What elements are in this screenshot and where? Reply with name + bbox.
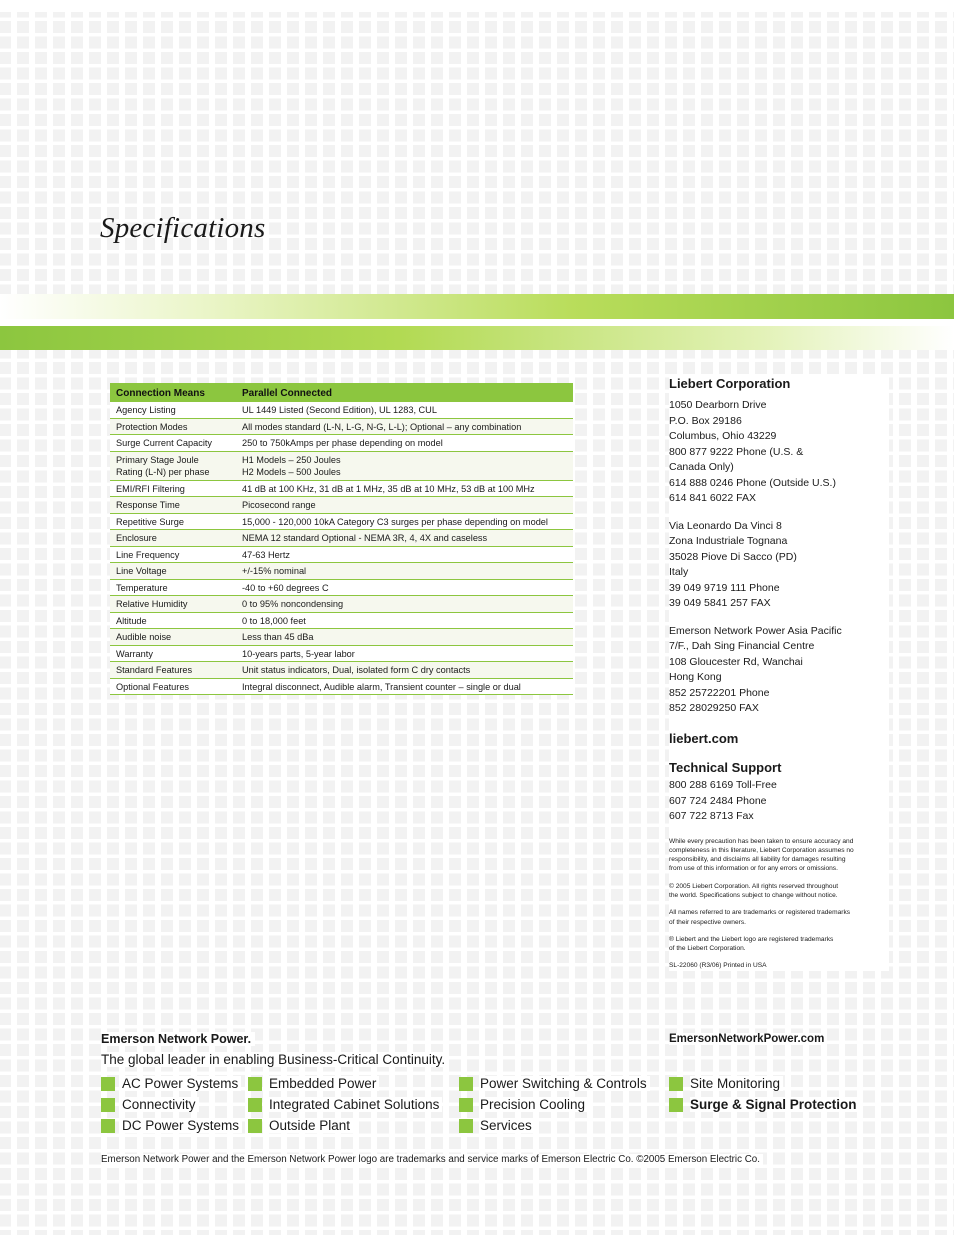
table-row bbox=[110, 530, 573, 547]
text-line: 607 722 8713 Fax bbox=[669, 810, 754, 822]
legal-disclaimer bbox=[669, 837, 889, 954]
legal-paragraph bbox=[669, 837, 889, 874]
legal-paragraph bbox=[669, 908, 889, 927]
text-line: Agency Listing bbox=[116, 405, 176, 415]
business-list-item bbox=[669, 1094, 860, 1115]
business-list-label: Embedded Power bbox=[269, 1076, 379, 1091]
table-header-parallel-connected: Parallel Connected bbox=[236, 383, 573, 402]
text-line: 7/F., Dah Sing Financial Centre bbox=[669, 640, 815, 652]
page-title: Specifications bbox=[100, 212, 266, 244]
spec-label bbox=[110, 629, 236, 646]
text-line: © 2005 Liebert Corporation. All rights reserved throughout bbox=[669, 882, 839, 890]
trademark-notice: Emerson Network Power and the Emerson Network Power logo are trademarks and service marks of Emerson Electric Co. ©2005 Emerson Electric Co. bbox=[101, 1154, 763, 1165]
spec-label bbox=[110, 546, 236, 563]
text-line: completeness in this literature, Liebert Corporation assumes no bbox=[669, 846, 854, 854]
text-line: 614 888 0246 Phone (Outside U.S.) bbox=[669, 476, 836, 489]
text-line: from use of this information or for any errors or omissions. bbox=[669, 865, 838, 873]
technical-support-heading: Technical Support bbox=[669, 760, 782, 775]
text-line: 35028 Piove Di Sacco (PD) bbox=[669, 550, 797, 563]
text-line: Relative Humidity bbox=[116, 599, 188, 609]
printed-in: Printed in USA bbox=[723, 962, 767, 970]
spec-value bbox=[236, 530, 573, 547]
band-separator bbox=[0, 319, 954, 326]
spec-value bbox=[236, 435, 573, 452]
contact-column bbox=[669, 376, 889, 971]
text-line: P.O. Box 29186 bbox=[669, 414, 742, 427]
text-line: 0 to 18,000 feet bbox=[242, 615, 306, 626]
top-margin bbox=[0, 0, 954, 12]
spec-label bbox=[110, 402, 236, 419]
spec-label bbox=[110, 435, 236, 452]
spec-label bbox=[110, 418, 236, 435]
spec-label bbox=[110, 662, 236, 679]
business-list-label: Connectivity bbox=[122, 1097, 199, 1112]
text-line: Audible noise bbox=[116, 632, 172, 642]
spec-label bbox=[110, 612, 236, 629]
business-list-column-2 bbox=[248, 1073, 442, 1136]
spec-value bbox=[236, 418, 573, 435]
business-list-label: AC Power Systems bbox=[122, 1076, 241, 1091]
table-row bbox=[110, 546, 573, 563]
text-line: 852 25722201 Phone bbox=[669, 686, 770, 699]
text-line: -40 to +60 degrees C bbox=[242, 582, 329, 593]
table-row bbox=[110, 596, 573, 613]
text-line: 800 288 6169 Toll-Free bbox=[669, 779, 777, 791]
green-square-bullet-icon bbox=[248, 1119, 262, 1133]
business-list-label: Integrated Cabinet Solutions bbox=[269, 1097, 442, 1112]
green-square-bullet-icon bbox=[669, 1098, 683, 1112]
text-line: Hong Kong bbox=[669, 671, 722, 683]
table-header-connection-means: Connection Means bbox=[110, 383, 236, 402]
text-line: Line Voltage bbox=[116, 566, 167, 576]
spec-value bbox=[236, 546, 573, 563]
text-line: Temperature bbox=[116, 582, 168, 593]
spec-value bbox=[236, 678, 573, 695]
text-line: Emerson Network Power Asia Pacific bbox=[669, 624, 842, 637]
green-square-bullet-icon bbox=[459, 1119, 473, 1133]
table-row bbox=[110, 678, 573, 695]
table-row bbox=[110, 402, 573, 419]
business-list-column-3 bbox=[459, 1073, 650, 1136]
spec-label bbox=[110, 678, 236, 695]
green-gradient-band-bottom bbox=[0, 326, 954, 350]
spec-label bbox=[110, 530, 236, 547]
italy-address bbox=[669, 519, 889, 612]
text-line: the world. Specifications subject to change without notice. bbox=[669, 891, 838, 899]
spec-value bbox=[236, 402, 573, 419]
text-line: NEMA 12 standard Optional - NEMA 3R, 4, 4X and caseless bbox=[242, 533, 488, 543]
table-row bbox=[110, 451, 573, 480]
green-square-bullet-icon bbox=[101, 1077, 115, 1091]
text-line: H1 Models – 250 Joules bbox=[242, 454, 341, 465]
text-line: H2 Models – 500 Joules bbox=[242, 467, 341, 477]
text-line: Standard Features bbox=[116, 665, 193, 675]
spec-label bbox=[110, 563, 236, 580]
emerson-brand-name: Emerson Network Power. bbox=[101, 1032, 255, 1046]
green-square-bullet-icon bbox=[459, 1098, 473, 1112]
text-line: Zona Industriale Tognana bbox=[669, 535, 788, 547]
spec-value bbox=[236, 451, 573, 480]
business-list-item bbox=[248, 1115, 442, 1136]
document-code: SL-22060 (R3/06) bbox=[669, 962, 722, 970]
table-row bbox=[110, 480, 573, 497]
text-line: 41 dB at 100 KHz, 31 dB at 1 MHz, 35 dB at 10 MHz, 53 dB at 100 MHz bbox=[242, 483, 535, 494]
text-line: EMI/RFI Filtering bbox=[116, 483, 185, 494]
spec-value bbox=[236, 629, 573, 646]
business-list-item bbox=[101, 1094, 242, 1115]
table-row bbox=[110, 629, 573, 646]
spec-value bbox=[236, 579, 573, 596]
table-row bbox=[110, 645, 573, 662]
spec-label bbox=[110, 596, 236, 613]
business-list-column-4 bbox=[669, 1073, 860, 1115]
spec-value bbox=[236, 596, 573, 613]
business-list-label: Precision Cooling bbox=[480, 1097, 588, 1112]
business-list-label: DC Power Systems bbox=[122, 1118, 242, 1133]
business-list-item bbox=[248, 1094, 442, 1115]
text-line: Canada Only) bbox=[669, 461, 734, 473]
table-row bbox=[110, 579, 573, 596]
table-row bbox=[110, 612, 573, 629]
spec-value bbox=[236, 513, 573, 530]
business-list-item bbox=[459, 1115, 650, 1136]
document-code-line bbox=[669, 961, 889, 970]
text-line: Via Leonardo Da Vinci 8 bbox=[669, 519, 782, 532]
spec-label bbox=[110, 497, 236, 514]
text-line: ® Liebert and the Liebert logo are registered trademarks bbox=[669, 935, 834, 943]
green-square-bullet-icon bbox=[669, 1077, 683, 1091]
business-list-item bbox=[101, 1073, 242, 1094]
table-row bbox=[110, 662, 573, 679]
text-line: 47-63 Hertz bbox=[242, 549, 291, 560]
spec-value bbox=[236, 612, 573, 629]
table-row bbox=[110, 435, 573, 452]
text-line: 39 049 5841 257 FAX bbox=[669, 597, 771, 609]
text-line: Picosecond range bbox=[242, 500, 316, 510]
text-line: Warranty bbox=[116, 648, 153, 659]
green-square-bullet-icon bbox=[248, 1098, 262, 1112]
text-line: 800 877 9222 Phone (U.S. & bbox=[669, 445, 804, 458]
table-row bbox=[110, 497, 573, 514]
text-line: Line Frequency bbox=[116, 549, 180, 560]
business-list-item bbox=[459, 1073, 650, 1094]
text-line: Integral disconnect, Audible alarm, Transient counter – single or dual bbox=[242, 681, 521, 692]
text-line: Primary Stage Joule bbox=[116, 454, 199, 465]
spec-label bbox=[110, 480, 236, 497]
legal-paragraph bbox=[669, 935, 889, 954]
text-line: 250 to 750kAmps per phase depending on model bbox=[242, 438, 443, 448]
text-line: 607 724 2484 Phone bbox=[669, 794, 767, 807]
text-line: Italy bbox=[669, 566, 689, 578]
spec-label bbox=[110, 645, 236, 662]
text-line: Response Time bbox=[116, 500, 180, 510]
text-line: Columbus, Ohio 43229 bbox=[669, 430, 777, 442]
text-line: Enclosure bbox=[116, 533, 157, 543]
business-list-label: Surge & Signal Protection bbox=[690, 1097, 860, 1112]
spec-label bbox=[110, 451, 236, 480]
text-line: Optional Features bbox=[116, 681, 190, 692]
table-row bbox=[110, 418, 573, 435]
green-square-bullet-icon bbox=[248, 1077, 262, 1091]
spec-value bbox=[236, 662, 573, 679]
liebert-website-link[interactable]: liebert.com bbox=[669, 730, 739, 746]
text-line: 1050 Dearborn Drive bbox=[669, 399, 767, 411]
legal-paragraph bbox=[669, 882, 889, 901]
emerson-website-link[interactable]: EmersonNetworkPower.com bbox=[669, 1033, 825, 1045]
text-line: 10-years parts, 5-year labor bbox=[242, 648, 355, 659]
text-line: While every precaution has been taken to ensure accuracy and bbox=[669, 837, 854, 845]
text-line: 39 049 9719 111 Phone bbox=[669, 581, 780, 594]
text-line: Unit status indicators, Dual, isolated form C dry contacts bbox=[242, 665, 471, 675]
spec-value bbox=[236, 645, 573, 662]
text-line: All modes standard (L-N, L-G, N-G, L-L); Optional – any combination bbox=[242, 421, 522, 432]
text-line: Rating (L-N) per phase bbox=[116, 467, 210, 477]
green-gradient-band-top bbox=[0, 294, 954, 319]
spec-value bbox=[236, 480, 573, 497]
text-line: Repetitive Surge bbox=[116, 516, 184, 527]
table-header-row bbox=[110, 383, 573, 402]
technical-support-contacts bbox=[669, 778, 889, 825]
text-line: Surge Current Capacity bbox=[116, 438, 213, 448]
text-line: 0 to 95% noncondensing bbox=[242, 599, 344, 609]
text-line: 108 Gloucester Rd, Wanchai bbox=[669, 655, 803, 668]
business-list-column-1 bbox=[101, 1073, 242, 1136]
text-line: All names referred to are trademarks or registered trademarks bbox=[669, 909, 851, 917]
emerson-tagline: The global leader in enabling Business-Critical Continuity. bbox=[101, 1052, 449, 1067]
spec-label bbox=[110, 579, 236, 596]
asia-address bbox=[669, 624, 889, 717]
table-row bbox=[110, 563, 573, 580]
green-square-bullet-icon bbox=[101, 1098, 115, 1112]
business-list-item bbox=[669, 1073, 860, 1094]
business-list-label: Power Switching & Controls bbox=[480, 1076, 650, 1091]
business-list-label: Outside Plant bbox=[269, 1118, 353, 1133]
text-line: 852 28029250 FAX bbox=[669, 702, 759, 714]
business-list-item bbox=[248, 1073, 442, 1094]
table-body bbox=[110, 402, 573, 695]
business-list-label: Services bbox=[480, 1118, 535, 1133]
business-list-item bbox=[459, 1094, 650, 1115]
spec-label bbox=[110, 513, 236, 530]
company-name: Liebert Corporation bbox=[669, 376, 791, 391]
text-line: Protection Modes bbox=[116, 421, 188, 432]
specifications-table bbox=[110, 383, 573, 695]
text-line: 15,000 - 120,000 10kA Category C3 surges per phase depending on model bbox=[242, 516, 548, 527]
spec-value bbox=[236, 497, 573, 514]
text-line: Less than 45 dBa bbox=[242, 632, 314, 642]
business-list-label: Site Monitoring bbox=[690, 1076, 783, 1091]
table-row bbox=[110, 513, 573, 530]
text-line: responsibility, and disclaims all liability for damages resulting bbox=[669, 856, 846, 864]
text-line: UL 1449 Listed (Second Edition), UL 1283, CUL bbox=[242, 405, 437, 415]
business-list-item bbox=[101, 1115, 242, 1136]
spec-value bbox=[236, 563, 573, 580]
text-line: 614 841 6022 FAX bbox=[669, 492, 756, 504]
text-line: Altitude bbox=[116, 615, 147, 626]
green-square-bullet-icon bbox=[459, 1077, 473, 1091]
green-square-bullet-icon bbox=[101, 1119, 115, 1133]
text-line: of the Liebert Corporation. bbox=[669, 945, 746, 953]
text-line: +/-15% nominal bbox=[242, 566, 307, 576]
text-line: of their respective owners. bbox=[669, 918, 746, 926]
us-address bbox=[669, 398, 889, 507]
